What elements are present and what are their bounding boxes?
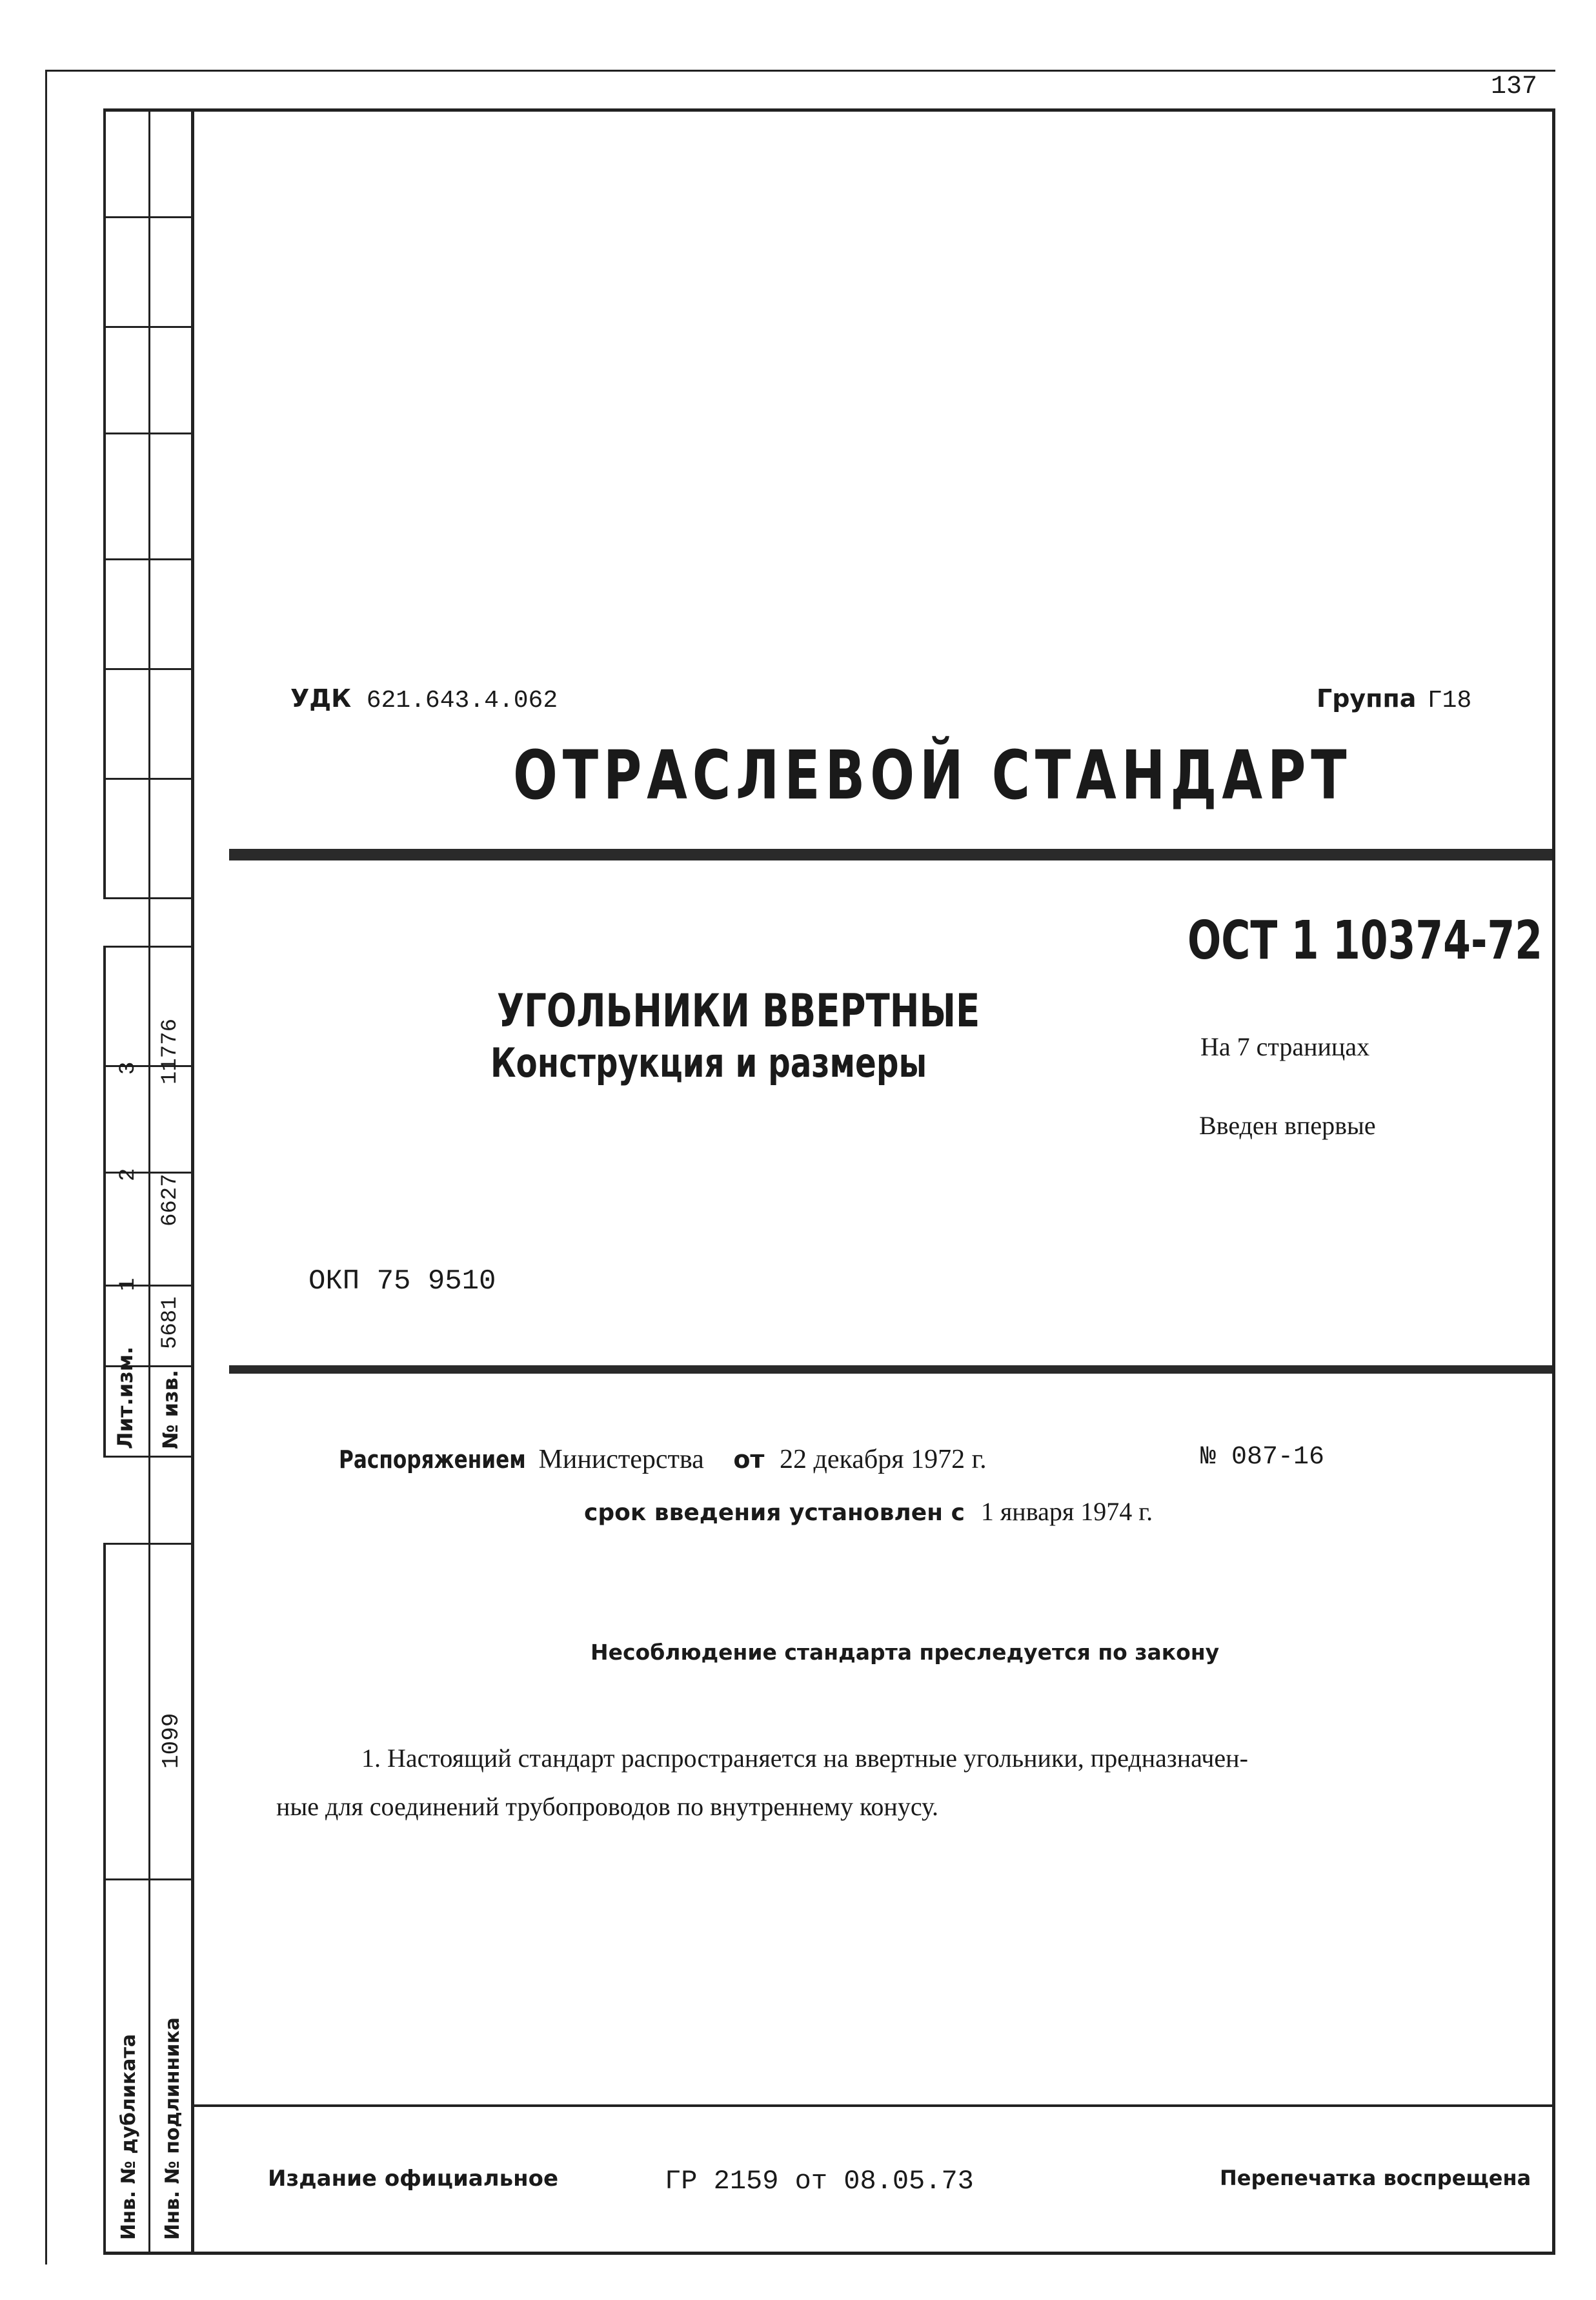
effective-label: срок введения установлен с	[584, 1500, 965, 1526]
strip-row-line	[103, 668, 194, 670]
group-value: Г18	[1427, 687, 1472, 715]
intro-note: Введен впервые	[1199, 1111, 1376, 1140]
change-block-bottom	[103, 1456, 194, 1458]
inventory-block-left	[103, 1543, 106, 2253]
change-block-top	[103, 946, 194, 948]
strip-inner-border	[148, 108, 150, 2255]
paragraph-1-line-2: ные для соединений трубопроводов по внутреннему конусу.	[276, 1792, 939, 1821]
title-rule	[229, 849, 1552, 860]
subject-subtitle: Конструкция и размеры	[490, 1039, 927, 1086]
okp-code: ОКП 75 9510	[308, 1265, 496, 1298]
change-2-izv: 6627	[158, 1174, 183, 1226]
change-3-izv: 11776	[158, 1018, 183, 1084]
subject-title: УГОЛЬНИКИ ВВЕРТНЫЕ	[497, 984, 980, 1037]
strip-left-border	[103, 108, 106, 899]
okp-rule	[229, 1365, 1552, 1374]
paragraph-1-line-1: 1. Настоящий стандарт распространяется на ввертные угольники, предназначен-	[361, 1744, 1248, 1773]
inv-dubl-label: Инв. № дубликата	[117, 2033, 140, 2240]
footer-reprint: Перепечатка воспрещена	[1220, 2166, 1531, 2190]
top-outer-line	[45, 70, 1555, 72]
strip-right-border	[191, 108, 194, 2255]
order-ministry: Министерства	[538, 1445, 704, 1474]
change-1-lit: 1	[116, 1277, 141, 1291]
inv-podl-value: 1099	[158, 1713, 185, 1769]
order-number: № 087-16	[1200, 1443, 1325, 1472]
strip-row-line	[103, 216, 194, 218]
order-line	[339, 1444, 987, 1475]
frame-right	[1552, 108, 1555, 2255]
frame-top	[103, 108, 1555, 112]
effective-line	[584, 1496, 1153, 1527]
page-number: 137	[1491, 72, 1538, 101]
outer-left-line	[45, 70, 47, 2264]
pages-note: На 7 страницах	[1200, 1032, 1370, 1061]
effective-date: 1 января 1974 г.	[980, 1497, 1153, 1526]
strip-row-line	[103, 897, 194, 899]
strip-row-line	[103, 778, 194, 780]
standard-code: ОСТ 1 10374-72	[1187, 910, 1543, 972]
frame-bottom	[103, 2252, 1555, 2255]
main-title: ОТРАСЛЕВОЙ СТАНДАРТ	[513, 736, 1352, 815]
footer-rule	[194, 2104, 1555, 2107]
strip-row-line	[103, 326, 194, 328]
strip-row-line	[103, 558, 194, 560]
udk-label: УДК	[290, 684, 352, 713]
change-2-lit: 2	[116, 1168, 141, 1181]
udk-line	[290, 684, 558, 715]
footer-edition: Издание официальное	[268, 2166, 559, 2192]
lit-izm-label: Лит.изм.	[113, 1346, 137, 1449]
change-3-lit: 3	[116, 1061, 141, 1075]
inv-podl-label: Инв. № подлинника	[161, 2017, 184, 2240]
law-notice: Несоблюдение стандарта преследуется по закону	[591, 1640, 1220, 1665]
change-block-left	[103, 946, 106, 1456]
no-izv-label: № изв.	[158, 1369, 183, 1449]
order-from: от	[733, 1445, 765, 1474]
group-line	[1317, 684, 1471, 715]
order-date: 22 декабря 1972 г.	[779, 1445, 987, 1474]
strip-row-line	[103, 433, 194, 434]
udk-value: 621.643.4.062	[366, 687, 558, 715]
order-label: Распоряжением	[339, 1445, 526, 1474]
inventory-block-top	[103, 1543, 194, 1545]
footer-reg: ГР 2159 от 08.05.73	[665, 2166, 974, 2197]
inventory-row-line	[103, 1878, 194, 1880]
group-label: Группа	[1317, 684, 1417, 713]
change-1-izv: 5681	[158, 1296, 183, 1349]
